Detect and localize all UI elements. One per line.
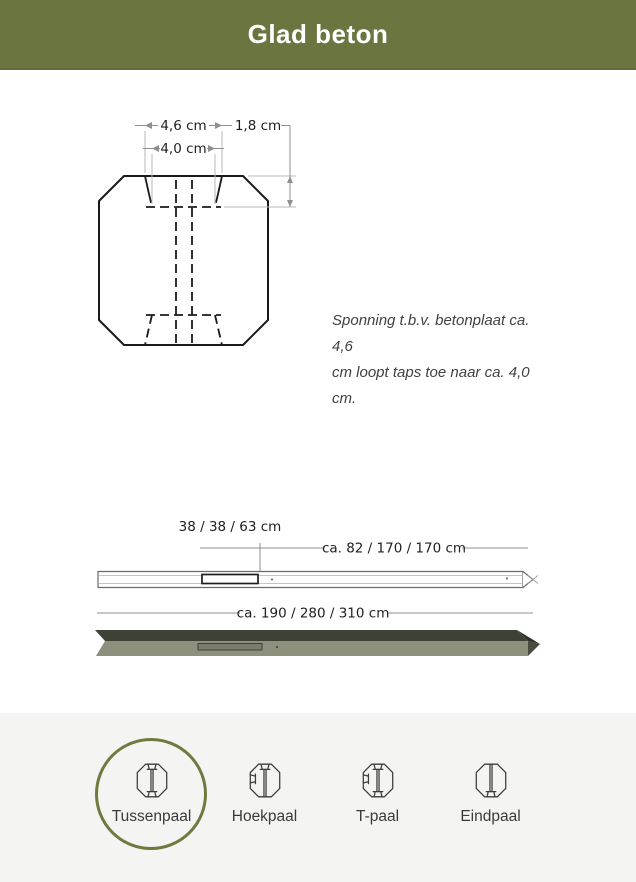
post-side-outline bbox=[98, 572, 538, 588]
dim-label-depth: 1,8 cm bbox=[234, 118, 282, 134]
post-type-t-paal[interactable] bbox=[321, 713, 434, 826]
dimension-total-length bbox=[97, 606, 533, 622]
caption-line-1: Sponning t.b.v. betonplaat ca. 4,6 bbox=[332, 312, 530, 355]
t-paal-icon bbox=[362, 763, 394, 798]
post-type-label: Hoekpaal bbox=[231, 808, 298, 825]
post-type-label: T-paal bbox=[355, 808, 400, 825]
dimension-floor-width bbox=[143, 141, 224, 204]
post-type-label: Eindpaal bbox=[460, 808, 521, 825]
tussenpaal-icon bbox=[136, 763, 168, 798]
post-type-label: Tussenpaal bbox=[111, 808, 192, 825]
post-top-face bbox=[95, 630, 528, 641]
caption-line-2: cm loopt taps toe naar ca. 4,0 cm. bbox=[332, 364, 530, 407]
post-render bbox=[95, 630, 540, 656]
post-front-face bbox=[96, 641, 528, 656]
page-title: Glad beton bbox=[247, 18, 389, 49]
center-channel-hidden-lines bbox=[176, 180, 192, 344]
dim-label-opening: 4,6 cm bbox=[160, 118, 207, 134]
dim-label-floor: 4,0 cm bbox=[160, 141, 207, 157]
hoekpaal-icon bbox=[249, 763, 281, 798]
header bbox=[0, 0, 636, 70]
post-type-selector bbox=[0, 713, 636, 882]
side-view-drawing bbox=[0, 505, 636, 670]
eindpaal-icon bbox=[475, 763, 507, 798]
dim-label-total-length: ca. 190 / 280 / 310 cm bbox=[236, 605, 390, 622]
post-type-eindpaal[interactable] bbox=[434, 713, 547, 826]
dimension-slot-to-point bbox=[200, 541, 528, 572]
cross-section-caption bbox=[332, 308, 547, 412]
dim-label-slot-lengths: 38 / 38 / 63 cm bbox=[178, 519, 282, 535]
post-profile-octagon bbox=[99, 176, 268, 345]
bottom-groove-hidden bbox=[145, 315, 222, 345]
post-render-slot bbox=[198, 644, 262, 651]
post-type-hoekpaal[interactable] bbox=[208, 713, 321, 826]
top-groove bbox=[145, 176, 222, 207]
post-type-tussenpaal[interactable] bbox=[95, 713, 208, 826]
post-slot-outline bbox=[202, 575, 258, 584]
dim-label-slot-to-point: ca. 82 / 170 / 170 cm bbox=[321, 540, 467, 557]
